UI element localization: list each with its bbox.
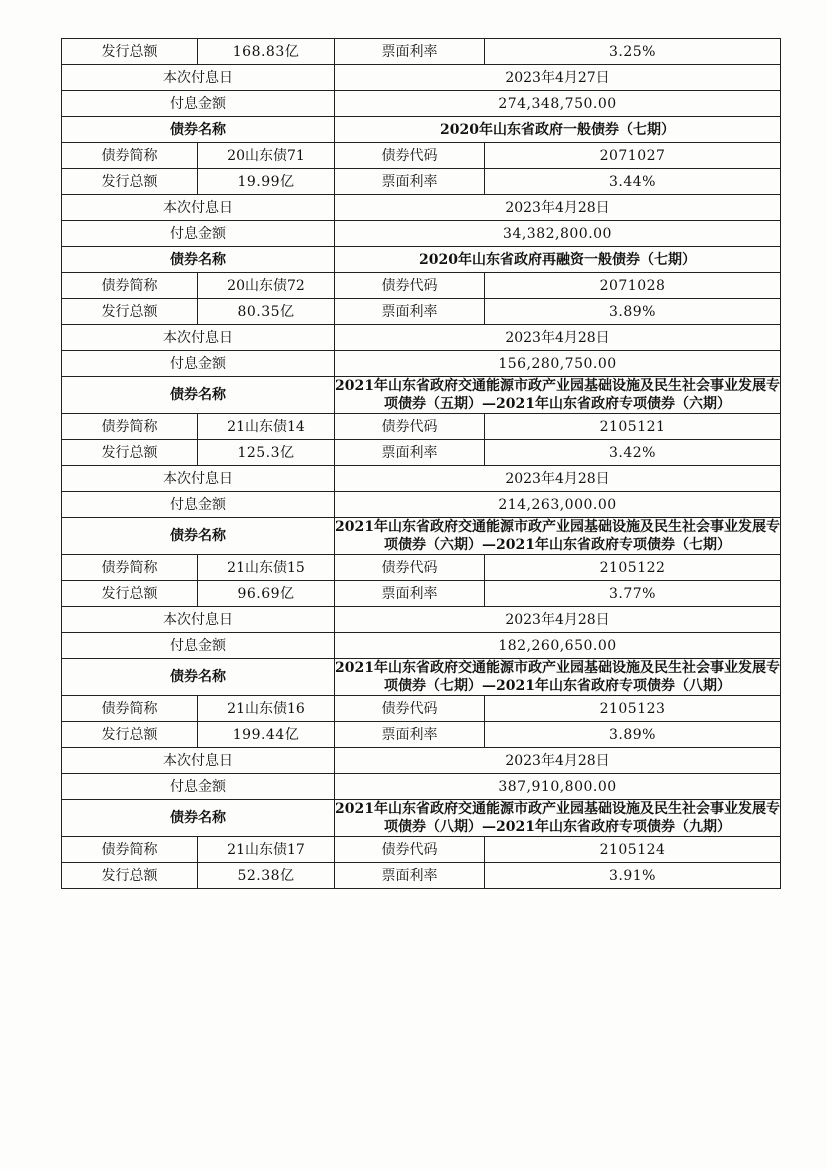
short-name-value: 20山东债71 [198, 143, 335, 169]
payment-date-value: 2023年4月28日 [335, 325, 781, 351]
bond-name-row [62, 800, 781, 837]
interest-amount-label: 付息金额 [62, 351, 335, 377]
issue-amount-value: 168.83亿 [198, 39, 335, 65]
interest-amount-value: 182,260,650.00 [335, 633, 781, 659]
payment-date-label: 本次付息日 [62, 607, 335, 633]
payment-date-row [62, 466, 781, 492]
issue-amount-value: 125.3亿 [198, 440, 335, 466]
coupon-rate-value: 3.42% [485, 440, 781, 466]
issue-amount-value: 199.44亿 [198, 722, 335, 748]
coupon-rate-label: 票面利率 [335, 39, 485, 65]
bond-code-value: 2071027 [485, 143, 781, 169]
bond-name-row [62, 659, 781, 696]
payment-date-row [62, 325, 781, 351]
short-name-value: 20山东债72 [198, 273, 335, 299]
interest-amount-label: 付息金额 [62, 492, 335, 518]
short-name-value: 21山东债16 [198, 696, 335, 722]
issue-row [62, 299, 781, 325]
payment-date-label: 本次付息日 [62, 748, 335, 774]
coupon-rate-value: 3.89% [485, 722, 781, 748]
issue-amount-value: 19.99亿 [198, 169, 335, 195]
bond-name-row [62, 518, 781, 555]
interest-amount-label: 付息金额 [62, 774, 335, 800]
issue-row [62, 39, 781, 65]
bond-name-label: 债券名称 [62, 659, 335, 696]
coupon-rate-label: 票面利率 [335, 440, 485, 466]
bond-code-label: 债券代码 [335, 414, 485, 440]
issue-row [62, 169, 781, 195]
short-name-value: 21山东债17 [198, 837, 335, 863]
short-name-row [62, 414, 781, 440]
interest-amount-label: 付息金额 [62, 221, 335, 247]
bond-name-label: 债券名称 [62, 247, 335, 273]
interest-amount-label: 付息金额 [62, 633, 335, 659]
interest-amount-value: 34,382,800.00 [335, 221, 781, 247]
bond-code-label: 债券代码 [335, 837, 485, 863]
bond-name-row [62, 117, 781, 143]
coupon-rate-label: 票面利率 [335, 863, 485, 889]
short-name-label: 债券简称 [62, 837, 198, 863]
short-name-label: 债券简称 [62, 696, 198, 722]
bond-name-value: 2020年山东省政府再融资一般债券（七期） [335, 247, 781, 273]
bond-name-row [62, 377, 781, 414]
payment-date-label: 本次付息日 [62, 325, 335, 351]
payment-date-row [62, 607, 781, 633]
issue-amount-label: 发行总额 [62, 581, 198, 607]
interest-amount-value: 214,263,000.00 [335, 492, 781, 518]
interest-amount-value: 274,348,750.00 [335, 91, 781, 117]
issue-amount-label: 发行总额 [62, 722, 198, 748]
coupon-rate-value: 3.89% [485, 299, 781, 325]
payment-date-value: 2023年4月28日 [335, 195, 781, 221]
bond-code-value: 2105122 [485, 555, 781, 581]
issue-amount-label: 发行总额 [62, 299, 198, 325]
short-name-row [62, 696, 781, 722]
bond-interest-table [61, 38, 781, 889]
issue-row [62, 581, 781, 607]
issue-amount-value: 96.69亿 [198, 581, 335, 607]
bond-name-value: 2021年山东省政府交通能源市政产业园基础设施及民生社会事业发展专项债券（七期）—2021年山东省政府专项债券（八期） [335, 660, 780, 694]
bond-code-label: 债券代码 [335, 696, 485, 722]
bond-name-label: 债券名称 [62, 117, 335, 143]
coupon-rate-value: 3.77% [485, 581, 781, 607]
interest-amount-row [62, 774, 781, 800]
interest-amount-row [62, 633, 781, 659]
bond-name-label: 债券名称 [62, 377, 335, 414]
payment-date-label: 本次付息日 [62, 195, 335, 221]
bond-code-value: 2105123 [485, 696, 781, 722]
bond-code-value: 2071028 [485, 273, 781, 299]
bond-name-value: 2021年山东省政府交通能源市政产业园基础设施及民生社会事业发展专项债券（五期）—2021年山东省政府专项债券（六期） [335, 378, 780, 412]
coupon-rate-label: 票面利率 [335, 299, 485, 325]
payment-date-label: 本次付息日 [62, 65, 335, 91]
issue-amount-label: 发行总额 [62, 440, 198, 466]
bond-name-label: 债券名称 [62, 518, 335, 555]
payment-date-row [62, 65, 781, 91]
issue-amount-label: 发行总额 [62, 169, 198, 195]
issue-row [62, 863, 781, 889]
issue-amount-label: 发行总额 [62, 39, 198, 65]
issue-row [62, 722, 781, 748]
bond-name-value: 2020年山东省政府一般债券（七期） [335, 117, 781, 143]
coupon-rate-label: 票面利率 [335, 722, 485, 748]
coupon-rate-value: 3.44% [485, 169, 781, 195]
interest-amount-row [62, 91, 781, 117]
short-name-value: 21山东债14 [198, 414, 335, 440]
payment-date-row [62, 195, 781, 221]
coupon-rate-label: 票面利率 [335, 169, 485, 195]
issue-amount-value: 52.38亿 [198, 863, 335, 889]
bond-code-label: 债券代码 [335, 143, 485, 169]
short-name-row [62, 837, 781, 863]
bond-name-row [62, 247, 781, 273]
short-name-label: 债券简称 [62, 143, 198, 169]
payment-date-value: 2023年4月28日 [335, 466, 781, 492]
bond-name-value: 2021年山东省政府交通能源市政产业园基础设施及民生社会事业发展专项债券（八期）—2021年山东省政府专项债券（九期） [335, 801, 780, 835]
short-name-row [62, 143, 781, 169]
coupon-rate-value: 3.91% [485, 863, 781, 889]
issue-amount-label: 发行总额 [62, 863, 198, 889]
payment-date-value: 2023年4月28日 [335, 607, 781, 633]
payment-date-value: 2023年4月28日 [335, 748, 781, 774]
bond-code-value: 2105121 [485, 414, 781, 440]
interest-amount-value: 387,910,800.00 [335, 774, 781, 800]
interest-amount-label: 付息金额 [62, 91, 335, 117]
bond-name-value: 2021年山东省政府交通能源市政产业园基础设施及民生社会事业发展专项债券（六期）—2021年山东省政府专项债券（七期） [335, 519, 780, 553]
payment-date-value: 2023年4月27日 [335, 65, 781, 91]
issue-row [62, 440, 781, 466]
interest-amount-row [62, 221, 781, 247]
bond-code-label: 债券代码 [335, 555, 485, 581]
short-name-label: 债券简称 [62, 414, 198, 440]
bond-code-label: 债券代码 [335, 273, 485, 299]
payment-date-row [62, 748, 781, 774]
interest-amount-value: 156,280,750.00 [335, 351, 781, 377]
bond-name-label: 债券名称 [62, 800, 335, 837]
interest-amount-row [62, 351, 781, 377]
bond-code-value: 2105124 [485, 837, 781, 863]
interest-amount-row [62, 492, 781, 518]
issue-amount-value: 80.35亿 [198, 299, 335, 325]
short-name-row [62, 555, 781, 581]
short-name-label: 债券简称 [62, 555, 198, 581]
coupon-rate-label: 票面利率 [335, 581, 485, 607]
coupon-rate-value: 3.25% [485, 39, 781, 65]
short-name-label: 债券简称 [62, 273, 198, 299]
short-name-value: 21山东债15 [198, 555, 335, 581]
short-name-row [62, 273, 781, 299]
payment-date-label: 本次付息日 [62, 466, 335, 492]
